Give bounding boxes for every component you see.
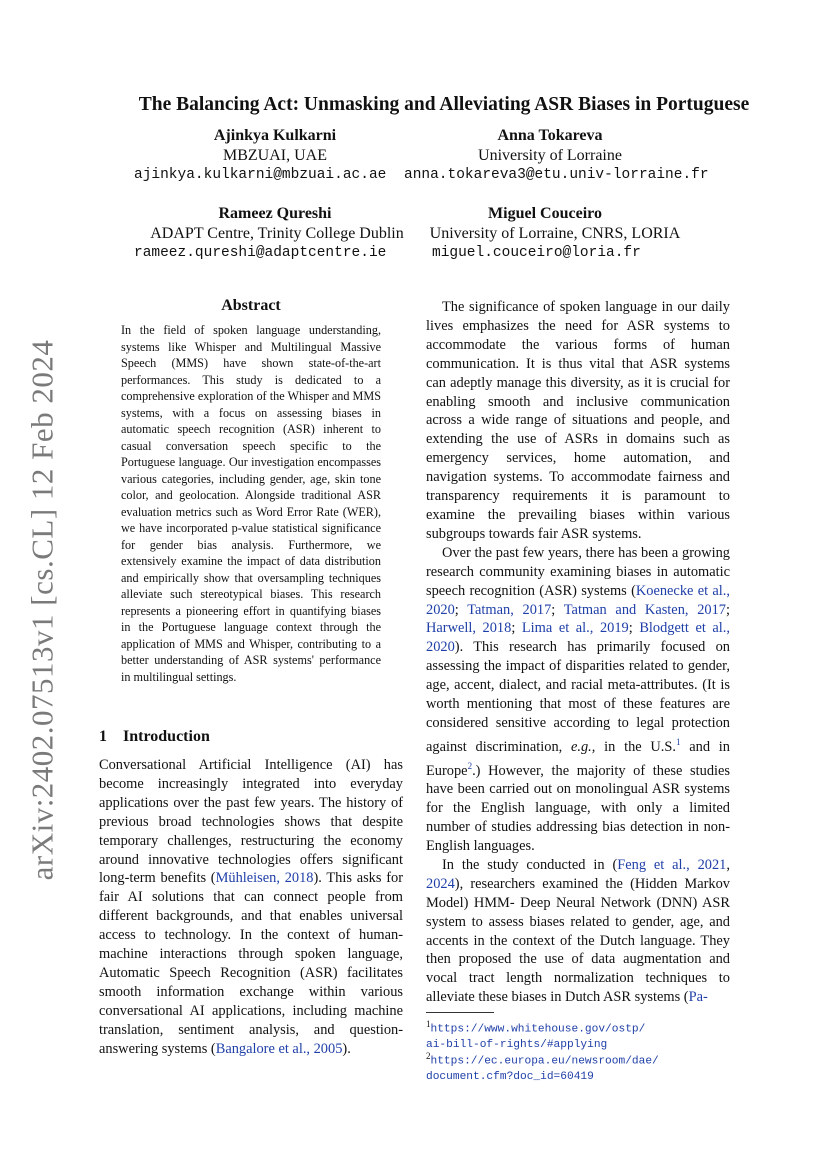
citation-link[interactable]: Mühleisen, 2018	[215, 870, 314, 887]
paragraph: Over the past few years, there has been a growing research community examining biases in automatic speech recognition (ASR) systems (Koenecke et al., 2020; Tatman, 2017; Tatman and Kasten, 2017; Harwell, 2018; Lima et al., 2019; Blodgett et al., 2020). This research has primarily focused on assessing the impact of disparities related to gender, age, accent, dialect, and racial meta-attributes. (It is worth mentioning that most of these features are considered sensitive according to legal protection against discrimination, e.g., in the U.S.$^1$ and in Europe$^2$.) However, the majority of these studies have been carried out on monolingual ASR systems for the English language, with only a limited number of studies addressing bias detection in non-English languages.	[426, 544, 730, 854]
author-name: Ajinkya Kulkarni	[213, 127, 337, 144]
paragraph: The significance of spoken language in our daily lives emphasizes the need for ASR systems to accommodate the various forms of human communication. It is thus vital that ASR systems can adeptly manage this diversity, as it is crucial for enabling smooth and inclusive communication across a wide range of situations and people, and extending the use of ASRs in domains such as emergency services, home automation, and navigation systems. To accommodate fairness and transparency requirements it is paramount to examine the prevailing biases within various subgroups towards fair ASR systems.	[426, 299, 730, 542]
author-affiliation: ADAPT Centre, Trinity College Dublin	[150, 225, 404, 242]
footnote-divider	[426, 1012, 494, 1013]
citation-link[interactable]: Feng et al., 2021	[617, 856, 727, 873]
arxiv-id: arXiv:2402.07513v1 [cs.CL] 12 Feb 2024	[24, 339, 59, 881]
citation-link[interactable]: Tatman, 2017	[467, 601, 552, 618]
author-email[interactable]: miguel.couceiro@loria.fr	[432, 245, 641, 261]
intro-left-column	[99, 756, 403, 1059]
footnote-ref[interactable]: 2	[467, 760, 473, 771]
citation-link[interactable]: 2024	[426, 875, 455, 892]
citation-link[interactable]: Harwell, 2018	[426, 620, 512, 637]
footnote-link[interactable]: https://ec.europa.eu/newsroom/dae/	[430, 1055, 659, 1068]
section-title: Introduction	[123, 728, 210, 745]
author-affiliation: MBZUAI, UAE	[223, 147, 327, 164]
author-email[interactable]: rameez.qureshi@adaptcentre.ie	[134, 245, 387, 261]
paper-title: The Balancing Act: Unmasking and Alleviating ASR Biases in Portuguese	[138, 94, 750, 115]
footnote-marker: 1	[426, 1019, 431, 1029]
footnote	[426, 1049, 736, 1086]
footnote-marker: 2	[426, 1051, 431, 1061]
author-name: Rameez Qureshi	[218, 205, 332, 222]
author-email[interactable]: anna.tokareva3@etu.univ-lorraine.fr	[404, 167, 709, 183]
footnote-link[interactable]: document.cfm?doc_id=60419	[426, 1071, 594, 1084]
paragraph: Conversational Artificial Intelligence (AI) has become increasingly integrated into everyday applications over the past few years. The history of previous broad technologies shows that despite temporary challenges, restructuring the economy around innovative technologies offers significant long-term benefits (Mühleisen, 2018). This asks for fair AI solutions that can connect people from different backgrounds, and that enables universal access to technology. In the context of human-machine interactions through spoken language, Automatic Speech Recognition (ASR) facilitates smooth information exchange within various conversational AI applications, including machine translation, sentiment analysis, and question-answering systems (Bangalore et al., 2005).	[99, 757, 403, 1057]
citation-link[interactable]: Koenecke et al., 2020	[426, 582, 730, 618]
abstract-text: In the field of spoken language understanding, systems like Whisper and Multilingual Massive Speech (MMS) have shown state-of-the-art performances. This study is dedicated to a comprehensive exploration of the Whisper and MMS systems, with a focus on assessing biases in automatic speech recognition (ASR) inherent to casual conversation speech specific to the Portuguese language. Our investigation encompasses various categories, including gender, age, skin tone color, and geolocation. Alongside traditional ASR evaluation metrics such as Word Error Rate (WER), we have incorporated p-value statistical significance for gender bias analysis. Furthermore, we extensively examine the impact of data distribution and empirically show that oversampling techniques alleviate such stereotypical biases. This research represents a pioneering effort in quantifying biases in the Portuguese language context through the application of MMS and Whisper, contributing to a better understanding of ASR systems' performance in multilingual settings.	[121, 323, 381, 684]
footnote-ref[interactable]: 1	[676, 736, 681, 747]
author-name: Miguel Couceiro	[488, 205, 602, 222]
abstract-heading: Abstract	[221, 297, 281, 314]
author-affiliation: University of Lorraine	[478, 147, 622, 164]
footnote-link[interactable]: ai-bill-of-rights/#applying	[426, 1039, 608, 1052]
section-heading	[99, 728, 210, 746]
intro-right-column	[426, 298, 730, 1007]
author-name: Anna Tokareva	[497, 127, 603, 144]
paragraph: In the study conducted in (Feng et al., 2021, 2024), researchers examined the (Hidden Markov Model) HMM- Deep Neural Network (DNN) ASR system to assess biases related to gender, age, and accents in the context of the Dutch language. They then proposed the use of data augmentation and vocal tract length normalization techniques to alleviate these biases in Dutch ASR systems (Pa-	[426, 856, 730, 1006]
citation-link[interactable]: Blodgett et al., 2020	[426, 620, 730, 656]
emphasis: e.g.,	[571, 738, 596, 755]
author-affiliation: University of Lorraine, CNRS, LORIA	[429, 225, 681, 242]
author-email[interactable]: ajinkya.kulkarni@mbzuai.ac.ae	[134, 167, 387, 183]
citation-link[interactable]: Pa-	[688, 989, 708, 1006]
citation-link[interactable]: Lima et al., 2019	[521, 620, 629, 637]
arxiv-sidebar-stamp	[22, 339, 62, 881]
citation-link[interactable]: Tatman and Kasten, 2017	[563, 601, 726, 618]
section-number: 1	[99, 728, 107, 745]
citation-link[interactable]: Bangalore et al., 2005	[215, 1040, 343, 1057]
footnote-link[interactable]: https://www.whitehouse.gov/ostp/	[430, 1023, 646, 1036]
